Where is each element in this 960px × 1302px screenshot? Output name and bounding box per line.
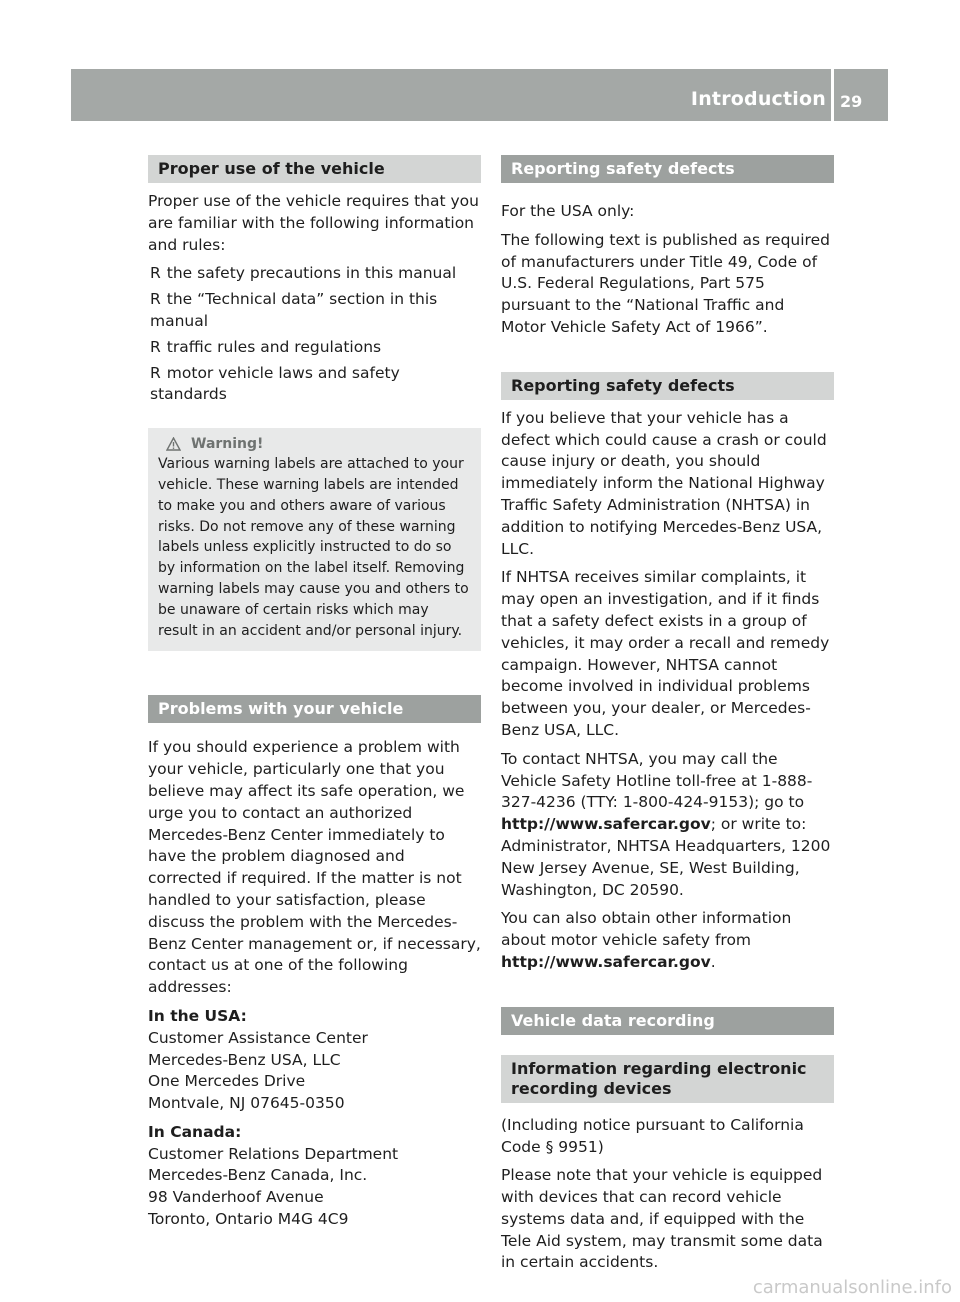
bullet-mark: R: [150, 337, 161, 356]
reporting-usa-only: For the USA only:: [501, 202, 635, 220]
warning-title: Warning!: [191, 436, 264, 453]
heading-reporting-2: Reporting safety defects: [501, 372, 834, 400]
header-divider: [831, 69, 834, 121]
reporting-investigation: If NHTSA receives similar complaints, it may open an investigation, and if it finds that a safety defect exists in a group of vehicles, it may order a recall and remedy campaign. However, NHTSA cannot become involved in individual problems between you, your dealer, or Mercedes-Benz USA, LLC.: [501, 568, 830, 739]
usa-address: In the USA: Customer Assistance Center Mercedes-Benz USA, LLC One Mercedes Drive Montvale, NJ 07645-0350: [148, 1006, 368, 1113]
heading-vehicle-data: Vehicle data recording: [501, 1007, 834, 1035]
warning-header: [158, 436, 471, 452]
list-item: R motor vehicle laws and safety standards: [150, 363, 400, 404]
heading-reporting-1: Reporting safety defects: [501, 155, 834, 183]
heading-recording-devices: Information regarding electronic recording devices: [501, 1055, 834, 1103]
canada-address: In Canada: Customer Relations Department Mercedes-Benz Canada, Inc. 98 Vanderhoof Avenue Toronto, Ontario M4G 4C9: [148, 1122, 399, 1229]
reporting-believe: If you believe that your vehicle has a defect which could cause a crash or could cause injury or death, you should immediately inform the National Highway Traffic Safety Administration (NHTSA) in addition to notifying Mercedes-Benz USA, LLC.: [501, 408, 827, 558]
heading-problems: Problems with your vehicle: [148, 695, 481, 723]
right-column: [501, 155, 834, 1281]
left-column: [148, 155, 481, 1238]
bullet-mark: R: [150, 290, 161, 309]
bullet-mark: R: [150, 363, 161, 382]
usa-label: In the USA:: [148, 1006, 247, 1025]
reporting-contact: To contact NHTSA, you may call the Vehicle Safety Hotline toll-free at 1-888-327-4236 (TTY: 1-800-424-9153); go to http://www.safercar.gov; or write to: Administrator, NHTSA Headquarters, 1200 New Jersey Avenue, SE, West Building, Washington, DC 20590.: [501, 749, 831, 899]
safercar-link[interactable]: http://www.safercar.gov: [501, 815, 711, 834]
heading-proper-use: Proper use of the vehicle: [148, 155, 481, 183]
page-number: 29: [840, 92, 863, 111]
proper-use-list: [148, 263, 481, 406]
warning-text: Various warning labels are attached to your vehicle. These warning labels are intended to make you and others aware of various risks. Do not remove any of these warning labels unless explicitly instructed to do so by information on the label itself. Removing warning labels may cause you and others to be unaware of certain risks which may result in an accident and/or personal injury.: [158, 456, 469, 639]
section-title: Introduction: [690, 88, 826, 110]
bullet-mark: R: [150, 264, 161, 283]
problems-body: If you should experience a problem with your vehicle, particularly one that you believe may affect its safe operation, we urge you to contact an authorized Mercedes-Benz Center immediately to have the problem diagnosed and corrected if required. If the matter is not handled to your satisfaction, please discuss the problem with the Mercedes-Benz Center management or, if necessary, contact us at one of the following addresses:: [148, 738, 481, 997]
list-item: R traffic rules and regulations: [150, 337, 382, 356]
watermark: carmanualsonline.info: [752, 1277, 952, 1298]
canada-label: In Canada:: [148, 1122, 242, 1141]
recording-notice: (Including notice pursuant to California Code § 9951): [501, 1115, 804, 1156]
list-item: R the “Technical data” section in this manual: [150, 290, 438, 330]
recording-body: Please note that your vehicle is equipped with devices that can record vehicle systems data and, if equipped with the Tele Aid system, may transmit some data in certain accidents.: [501, 1166, 823, 1272]
list-item: R the safety precautions in this manual: [150, 264, 457, 283]
warning-box: [148, 428, 481, 651]
reporting-notice: The following text is published as required of manufacturers under Title 49, Code of U.S. Federal Regulations, Part 575 pursuant to the “National Traffic and Motor Vehicle Safety Act of 1966”.: [501, 230, 830, 336]
reporting-more-info: You can also obtain other information about motor vehicle safety from http://www.safercar.gov.: [501, 909, 792, 971]
proper-use-intro: Proper use of the vehicle requires that you are familiar with the following information and rules:: [148, 192, 479, 254]
safercar-link[interactable]: http://www.safercar.gov: [501, 952, 711, 971]
warning-triangle-icon: [166, 437, 181, 451]
